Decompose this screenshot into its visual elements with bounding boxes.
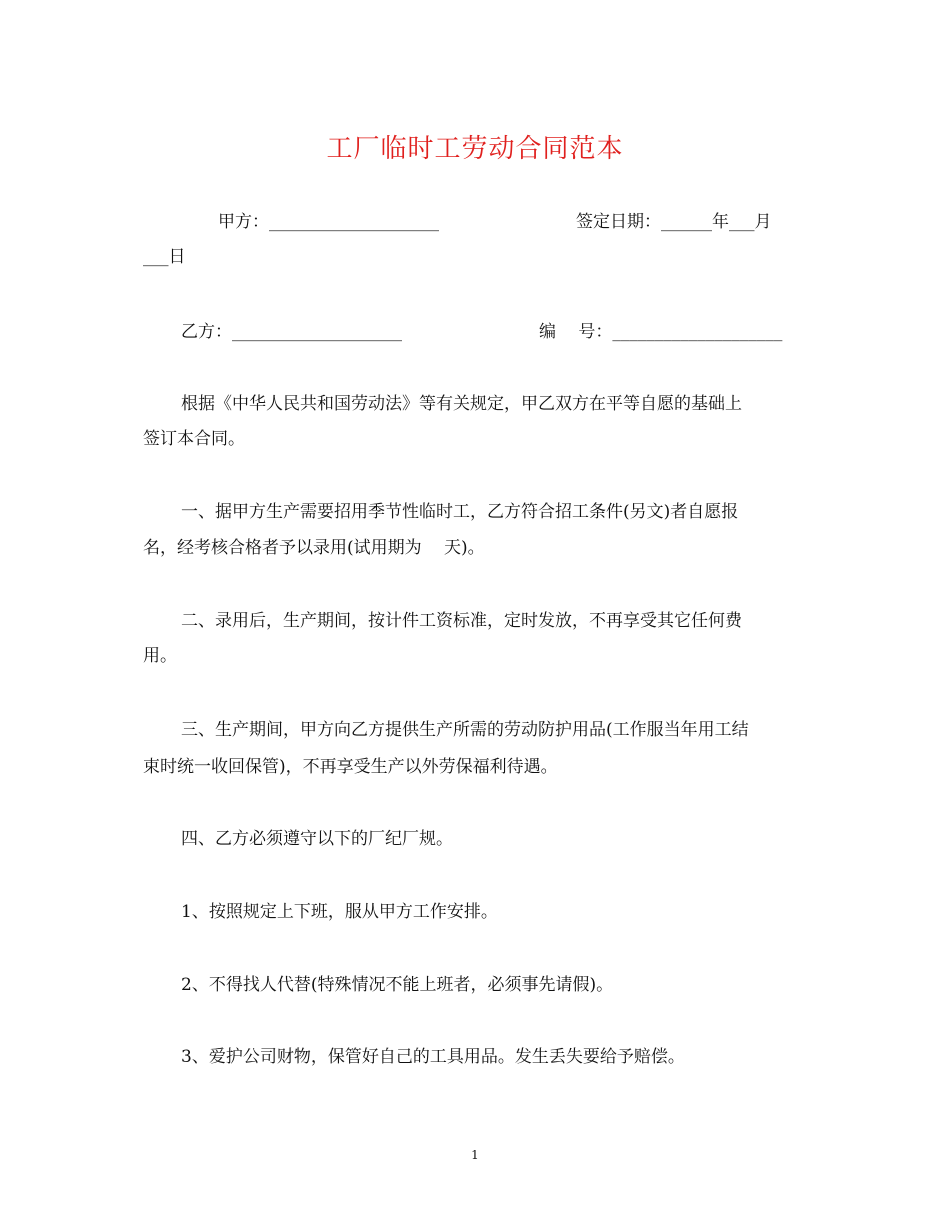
paragraph-2-line2: 用。 [143, 646, 177, 666]
paragraph-1-line1: 一、据甲方生产需要招用季节性临时工，乙方符合招工条件(另文)者自愿报 [181, 502, 739, 522]
sign-date-day: ___日 [143, 247, 186, 267]
rule-item-2: 2、不得找人代替(特殊情况不能上班者，必须事先请假)。 [181, 975, 614, 995]
paragraph-4: 四、乙方必须遵守以下的厂纪厂规。 [181, 829, 453, 849]
paragraph-2-line1: 二、录用后，生产期间，按计件工资标准，定时发放，不再享受其它任何费 [181, 611, 742, 631]
rule-item-1: 1、按照规定上下班，服从甲方工作安排。 [181, 902, 498, 922]
party-b-field: 乙方：____________________ [181, 322, 402, 342]
page-number: 1 [471, 1148, 479, 1162]
paragraph-intro-line1: 根据《中华人民共和国劳动法》等有关规定，甲乙双方在平等自愿的基础上 [181, 394, 742, 414]
paragraph-3-line2: 束时统一收回保管)，不再享受生产以外劳保福利待遇。 [143, 757, 558, 777]
contract-number-field: 编 号：____________________ [539, 322, 783, 342]
party-a-field: 甲方：____________________ [218, 212, 439, 232]
sign-date-field: 签定日期：______年___月 [576, 212, 772, 232]
paragraph-1-line2: 名，经考核合格者予以录用(试用期为 天)。 [143, 538, 485, 558]
rule-item-3: 3、爱护公司财物，保管好自己的工具用品。发生丢失要给予赔偿。 [181, 1047, 685, 1067]
paragraph-intro-line2: 签订本合同。 [143, 429, 245, 449]
document-title: 工厂临时工劳动合同范本 [326, 134, 624, 164]
paragraph-3-line1: 三、生产期间，甲方向乙方提供生产所需的劳动防护用品(工作服当年用工结 [181, 720, 749, 740]
